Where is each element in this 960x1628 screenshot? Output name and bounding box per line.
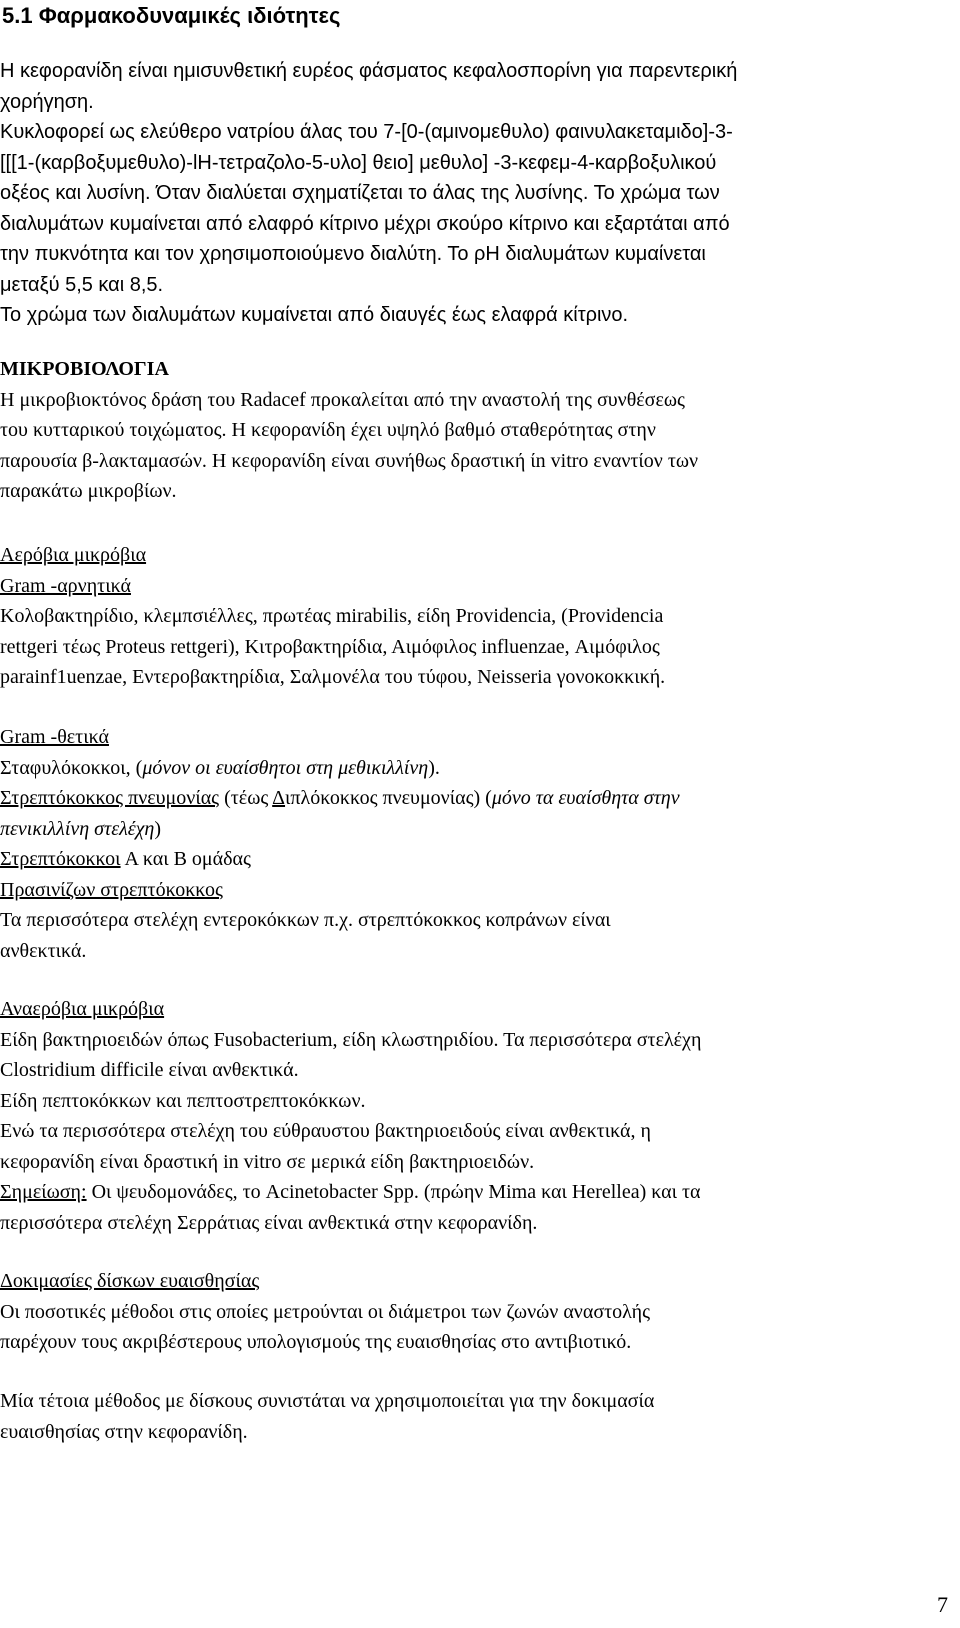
anaerobic-line: κεφορανίδη είναι δραστική in vitro σε μερικά είδη βακτηριοειδών. xyxy=(0,1150,535,1173)
strep-pneumoniae-line2 xyxy=(0,814,930,845)
resistance-line: ανθεκτικά. xyxy=(0,939,87,962)
intro-line: οξέος και λυσίνη. Όταν διαλύεται σχηματίζεται το άλας της λυσίνης. Το χρώμα των xyxy=(0,182,720,204)
micro-line: Η μικροβιοκτόνος δράση του Radacef προκαλείται από την αναστολή της συνθέσεως xyxy=(0,388,685,411)
note-line xyxy=(0,1177,930,1208)
intro-line: διαλυμάτων κυμαίνεται από ελαφρό κίτρινο μέχρι σκούρο κίτρινο και εξαρτάται από xyxy=(0,212,730,235)
intro-line: Το χρώμα των διαλυμάτων κυμαίνεται από διαυγές έως ελαφρά κίτρινο. xyxy=(0,304,629,326)
strep-ab: Στρεπτόκοκκοι xyxy=(0,848,121,870)
aerobic-heading: Αερόβια μικρόβια xyxy=(0,544,147,566)
anaerobic-line: Ενώ τα περισσότερα στελέχη του εύθραυστου βακτηριοειδούς είναι ανθεκτικά, η xyxy=(0,1120,651,1142)
staph-line xyxy=(0,753,930,784)
micro-line: παρουσία β-λακταμασών. Η κεφορανίδη είναι συνήθως δραστική ίn vitro εναντίον των xyxy=(0,449,699,472)
strep-pneumoniae: Στρεπτόκοκκος πνευμονίας xyxy=(0,787,220,809)
microbiology-heading: ΜΙΚΡΟΒΙΟΛΟΓΙΑ xyxy=(0,358,169,380)
disk-method-paragraph xyxy=(0,1386,930,1447)
strep-pn-text2: ιπλόκοκκος πνευμονίας) ( xyxy=(285,787,492,809)
anaerobic-heading: Αναερόβια μικρόβια xyxy=(0,998,165,1020)
intro-line: μεταξύ 5,5 και 8,5. xyxy=(0,273,164,296)
disk-line: Οι ποσοτικές μέθοδοι στις οποίες μετρούνται οι διάμετροι των ζωνών αναστολής xyxy=(0,1300,651,1323)
strep-pn-end: ) xyxy=(154,817,162,840)
anaerobic-line: Είδη βακτηριοειδών όπως Fusobacterium, είδη κλωστηριδίου. Τα περισσότερα στελέχη xyxy=(0,1028,702,1051)
anaerobic-line: Clostridium difficile είναι ανθεκτικά. xyxy=(0,1059,299,1081)
staph-text: Σταφυλόκοκκοι, ( xyxy=(0,756,143,779)
strep-pn-text: (τέως xyxy=(219,787,273,809)
disk-tests-section xyxy=(0,1266,930,1358)
viridans-heading: Πρασινίζων στρεπτόκοκκος xyxy=(0,878,223,901)
intro-paragraph xyxy=(0,56,930,331)
intro-line: Κυκλοφορεί ως ελεύθερο νατρίου άλας του 7-[0-(αμινομεθυλο) φαινυλακεταμιδο]-3- xyxy=(0,121,733,143)
strep-ab-line xyxy=(0,844,930,875)
diplo-letter: Δ xyxy=(272,787,286,809)
strep-ab-text: Α και Β ομάδας xyxy=(120,848,251,870)
intro-line: Η κεφορανίδη είναι ημισυνθετική ευρέος φάσματος κεφαλοσπορίνη για παρεντερική xyxy=(0,60,738,82)
resistance-line: Τα περισσότερα στελέχη εντεροκόκκων π.χ. στρεπτόκοκκος κοπράνων είναι xyxy=(0,909,611,931)
aerobic-section xyxy=(0,540,930,693)
anaerobic-section xyxy=(0,994,930,1238)
staph-end: ). xyxy=(428,756,440,779)
gram-negative-heading: Gram -αρνητικά xyxy=(0,574,131,597)
gram-positive-heading: Gram -θετικά xyxy=(0,726,109,748)
strep-pn-note2: πενικιλλίνη στελέχη xyxy=(0,817,155,840)
strep-pneumoniae-line xyxy=(0,783,930,814)
microbiology-section xyxy=(0,354,930,507)
intro-line: χορήγηση. xyxy=(0,90,94,113)
gram-negative-line: rettgeri τέως Proteus rettgeri), Κιτροβακτηρίδια, Αιμόφιλος influenzae, Αιμόφιλος xyxy=(0,635,660,658)
section-title: 5.1 Φαρμακοδυναμικές ιδιότητες xyxy=(2,3,341,28)
anaerobic-line: Είδη πεπτοκόκκων και πεπτοστρεπτοκόκκων. xyxy=(0,1089,366,1112)
note-text: Οι ψευδομονάδες, το Acinetobacter Spp. (πρώην Mima και Herellea) και τα xyxy=(86,1181,701,1203)
micro-line: του κυτταρικού τοιχώματος. Η κεφορανίδη έχει υψηλό βαθμό σταθερότητας στην xyxy=(0,419,656,441)
gram-positive-section xyxy=(0,722,930,966)
intro-line: [[[1-(καρβοξυμεθυλο)-lH-τετραζολο-5-υλο] θειο] μεθυλο] -3-κεφεμ-4-καρβοξυλικού xyxy=(0,151,717,174)
page-number: 7 xyxy=(937,1592,948,1617)
gram-negative-line: parainf1uenzae, Εντεροβακτηρίδια, Σαλμονέλα του τύφου, Neisseria γονοκοκκική. xyxy=(0,666,666,688)
anaerobic-line: περισσότερα στελέχη Σερράτιας είναι ανθεκτικά στην κεφορανίδη. xyxy=(0,1211,538,1234)
disk-line: Μία τέτοια μέθοδος με δίσκους συνιστάται να χρησιμοποιείται για την δοκιμασία xyxy=(0,1390,655,1412)
intro-line: την πυκνότητα και τον χρησιμοποιούμενο διαλύτη. Το ρΗ διαλυμάτων κυμαίνεται xyxy=(0,243,706,265)
disk-line: παρέχουν τους ακριβέστερους υπολογισμούς της ευαισθησίας στο αντιβιοτικό. xyxy=(0,1331,632,1353)
disk-tests-heading: Δοκιμασίες δίσκων ευαισθησίας xyxy=(0,1270,260,1292)
gram-negative-line: Κολοβακτηρίδιο, κλεμπσιέλλες, πρωτέας mirabilis, είδη Providencia, (Providencia xyxy=(0,605,664,627)
micro-line: παρακάτω μικροβίων. xyxy=(0,480,177,502)
strep-pn-note: μόνο τα ευαίσθητα στην xyxy=(491,787,680,809)
disk-line: ευαισθησίας στην κεφορανίδη. xyxy=(0,1420,248,1443)
note-label: Σημείωση: xyxy=(0,1181,87,1203)
staph-note: μόνον οι ευαίσθητοι στη μεθικιλλίνη xyxy=(142,756,429,779)
